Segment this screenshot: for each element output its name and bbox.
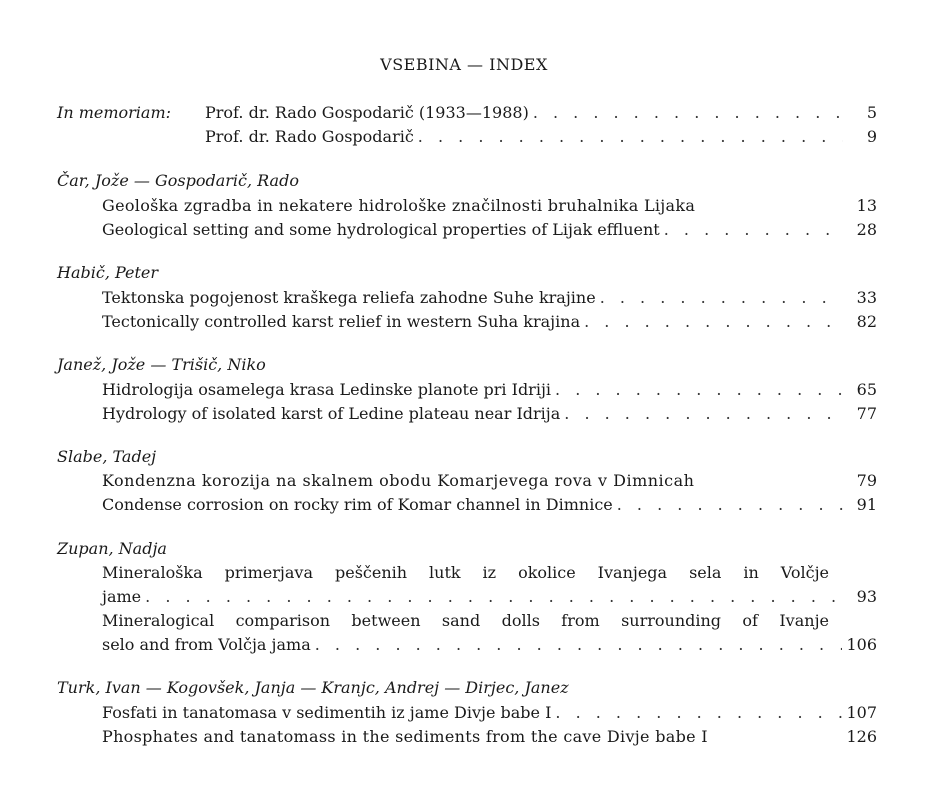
toc-entry <box>102 287 877 309</box>
entry-title: Hidrologija osamelega krasa Ledinske planote pri Idriji <box>102 380 552 399</box>
entry-title: Tektonska pogojenost kraškega reliefa zahodne Suhe krajine <box>102 288 596 307</box>
page-number: 107 <box>846 703 877 722</box>
entry-title: Prof. dr. Rado Gospodarič (1933—1988) <box>205 103 529 122</box>
toc-entry <box>102 702 877 724</box>
author-line: Zupan, Nadja <box>57 539 167 558</box>
page-number: 9 <box>866 127 877 146</box>
page-number: 5 <box>866 103 877 122</box>
leader-dots <box>533 102 843 124</box>
toc-entry-line1 <box>102 562 829 584</box>
author-line: Turk, Ivan — Kogovšek, Janja — Kranjc, Andrej — Dirjec, Janez <box>57 678 569 697</box>
toc-entry <box>102 403 877 425</box>
leader-dots <box>664 219 843 241</box>
toc-entry <box>102 195 877 217</box>
toc-entry <box>205 126 877 148</box>
page-number: 33 <box>856 288 877 307</box>
memoriam-label: In memoriam: <box>57 103 172 122</box>
leader-dots <box>555 702 842 724</box>
page-number: 93 <box>856 587 877 606</box>
page-number: 79 <box>856 471 877 490</box>
page-number: 77 <box>856 404 877 423</box>
leader-dots <box>564 403 843 425</box>
entry-title: Geološka zgradba in nekatere hidrološke značilnosti bruhalnika Lijaka <box>102 196 696 215</box>
leader-dots <box>145 586 843 608</box>
entry-title: Hydrology of isolated karst of Ledine plateau near Idrija <box>102 404 561 423</box>
leader-dots <box>418 126 843 148</box>
page-number: 91 <box>856 495 877 514</box>
page-number: 82 <box>856 312 877 331</box>
entry-title: Condense corrosion on rocky rim of Komar channel in Dimnice <box>102 495 613 514</box>
entry-title: Kondenzna korozija na skalnem obodu Komarjevega rova v Dimnicah <box>102 471 695 490</box>
toc-entry <box>102 219 877 241</box>
toc-entry <box>102 311 877 333</box>
toc-entry <box>102 726 877 748</box>
entry-title-cont: jame <box>102 587 142 606</box>
entry-title: Mineraloška primerjava peščenih lutk iz okolice Ivanjega sela in Volčje <box>102 563 829 582</box>
toc-entry <box>102 634 877 656</box>
leader-dots <box>584 311 843 333</box>
toc-entry <box>102 379 877 401</box>
entry-title: Mineralogical comparison between sand dolls from surrounding of Ivanje <box>102 611 829 630</box>
toc-entry <box>102 494 877 516</box>
leader-dots <box>617 494 843 516</box>
author-line: Janež, Jože — Trišič, Niko <box>57 355 266 374</box>
entry-title: Geological setting and some hydrological properties of Lijak effluent <box>102 220 660 239</box>
leader-dots <box>315 634 843 656</box>
toc-entry <box>102 470 877 492</box>
page-number: 126 <box>846 727 877 746</box>
entry-title: Phosphates and tanatomass in the sediments from the cave Divje babe I <box>102 727 708 746</box>
entry-title: Fosfati in tanatomasa v sedimentih iz jame Divje babe I <box>102 703 552 722</box>
leader-dots <box>600 287 843 309</box>
page-title: VSEBINA — INDEX <box>380 55 548 74</box>
leader-dots <box>555 379 843 401</box>
entry-title-cont: selo and from Volčja jama <box>102 635 311 654</box>
author-line: Čar, Jože — Gospodarič, Rado <box>57 171 299 190</box>
toc-entry <box>102 586 877 608</box>
entry-title: Tectonically controlled karst relief in western Suha krajina <box>102 312 581 331</box>
page-number: 65 <box>856 380 877 399</box>
page-number: 13 <box>856 196 877 215</box>
entry-title: Prof. dr. Rado Gospodarič <box>205 127 414 146</box>
author-line: Habič, Peter <box>57 263 159 282</box>
author-line: Slabe, Tadej <box>57 447 157 466</box>
toc-entry-line1 <box>102 610 829 632</box>
toc-entry <box>205 102 877 124</box>
page-number: 106 <box>846 635 877 654</box>
page-number: 28 <box>856 220 877 239</box>
